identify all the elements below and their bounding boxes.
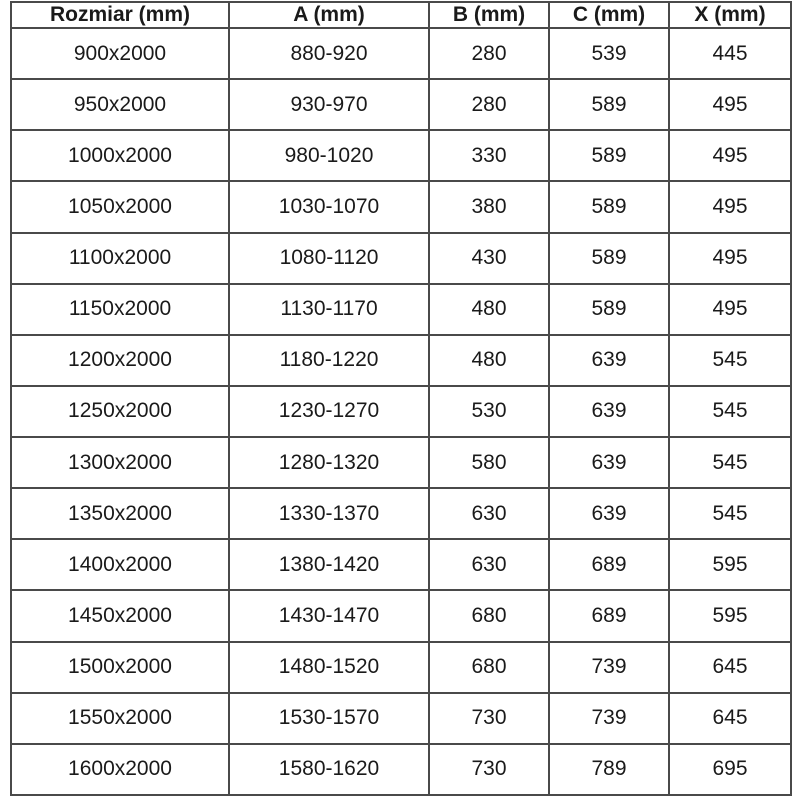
column-header: B (mm) xyxy=(429,2,549,28)
table-cell: 580 xyxy=(429,437,549,488)
table-cell: 1380-1420 xyxy=(229,539,429,590)
column-header: A (mm) xyxy=(229,2,429,28)
table-cell: 545 xyxy=(669,386,791,437)
dimensions-table xyxy=(10,1,792,796)
table-cell: 739 xyxy=(549,642,669,693)
table-cell: 689 xyxy=(549,539,669,590)
table-cell: 900x2000 xyxy=(11,28,229,79)
table-cell: 1050x2000 xyxy=(11,181,229,232)
table-cell: 1000x2000 xyxy=(11,130,229,181)
table-cell: 1300x2000 xyxy=(11,437,229,488)
table-cell: 1250x2000 xyxy=(11,386,229,437)
table-cell: 380 xyxy=(429,181,549,232)
table-row xyxy=(11,284,791,335)
table-cell: 1550x2000 xyxy=(11,693,229,744)
table-cell: 1130-1170 xyxy=(229,284,429,335)
table-cell: 589 xyxy=(549,233,669,284)
table-row xyxy=(11,130,791,181)
table-cell: 1400x2000 xyxy=(11,539,229,590)
header-row xyxy=(11,2,791,28)
table-row xyxy=(11,79,791,130)
table-cell: 1100x2000 xyxy=(11,233,229,284)
table-cell: 930-970 xyxy=(229,79,429,130)
column-header: X (mm) xyxy=(669,2,791,28)
table-cell: 1500x2000 xyxy=(11,642,229,693)
table-cell: 645 xyxy=(669,642,791,693)
table-row xyxy=(11,386,791,437)
table-cell: 589 xyxy=(549,181,669,232)
column-header: Rozmiar (mm) xyxy=(11,2,229,28)
table-cell: 1430-1470 xyxy=(229,590,429,641)
table-cell: 495 xyxy=(669,233,791,284)
table-cell: 589 xyxy=(549,130,669,181)
table-cell: 445 xyxy=(669,28,791,79)
table-cell: 480 xyxy=(429,335,549,386)
table-cell: 639 xyxy=(549,488,669,539)
table-cell: 545 xyxy=(669,437,791,488)
table-cell: 730 xyxy=(429,693,549,744)
table-cell: 689 xyxy=(549,590,669,641)
table-cell: 1150x2000 xyxy=(11,284,229,335)
table-cell: 980-1020 xyxy=(229,130,429,181)
table-cell: 589 xyxy=(549,284,669,335)
table-cell: 495 xyxy=(669,130,791,181)
table-row xyxy=(11,28,791,79)
table-row xyxy=(11,590,791,641)
column-header: C (mm) xyxy=(549,2,669,28)
table-row xyxy=(11,539,791,590)
table-row xyxy=(11,233,791,284)
table-cell: 539 xyxy=(549,28,669,79)
table-cell: 595 xyxy=(669,590,791,641)
table-cell: 950x2000 xyxy=(11,79,229,130)
table-cell: 1480-1520 xyxy=(229,642,429,693)
table-cell: 1030-1070 xyxy=(229,181,429,232)
table-row xyxy=(11,744,791,795)
table-cell: 645 xyxy=(669,693,791,744)
table-cell: 680 xyxy=(429,590,549,641)
table-row xyxy=(11,181,791,232)
table-cell: 1530-1570 xyxy=(229,693,429,744)
table-cell: 739 xyxy=(549,693,669,744)
table-cell: 280 xyxy=(429,28,549,79)
table-cell: 789 xyxy=(549,744,669,795)
table-row xyxy=(11,335,791,386)
table-body xyxy=(11,28,791,795)
table-row xyxy=(11,488,791,539)
table-cell: 639 xyxy=(549,335,669,386)
table-cell: 1230-1270 xyxy=(229,386,429,437)
table-row xyxy=(11,642,791,693)
table-cell: 280 xyxy=(429,79,549,130)
table-cell: 695 xyxy=(669,744,791,795)
table-cell: 430 xyxy=(429,233,549,284)
table-cell: 1200x2000 xyxy=(11,335,229,386)
table-cell: 495 xyxy=(669,79,791,130)
table-cell: 495 xyxy=(669,181,791,232)
table-cell: 545 xyxy=(669,335,791,386)
table-cell: 680 xyxy=(429,642,549,693)
table-cell: 1330-1370 xyxy=(229,488,429,539)
table-cell: 639 xyxy=(549,437,669,488)
table-row xyxy=(11,693,791,744)
table-cell: 1180-1220 xyxy=(229,335,429,386)
table-cell: 1280-1320 xyxy=(229,437,429,488)
table-cell: 630 xyxy=(429,488,549,539)
table-cell: 1600x2000 xyxy=(11,744,229,795)
table-cell: 630 xyxy=(429,539,549,590)
table-cell: 1450x2000 xyxy=(11,590,229,641)
table-cell: 1580-1620 xyxy=(229,744,429,795)
table-cell: 530 xyxy=(429,386,549,437)
table-cell: 595 xyxy=(669,539,791,590)
table-cell: 1350x2000 xyxy=(11,488,229,539)
table-cell: 730 xyxy=(429,744,549,795)
table-cell: 1080-1120 xyxy=(229,233,429,284)
table-head xyxy=(11,2,791,28)
table-cell: 545 xyxy=(669,488,791,539)
table-cell: 330 xyxy=(429,130,549,181)
table-row xyxy=(11,437,791,488)
table-cell: 880-920 xyxy=(229,28,429,79)
table-cell: 480 xyxy=(429,284,549,335)
table-cell: 495 xyxy=(669,284,791,335)
table-cell: 589 xyxy=(549,79,669,130)
table-cell: 639 xyxy=(549,386,669,437)
